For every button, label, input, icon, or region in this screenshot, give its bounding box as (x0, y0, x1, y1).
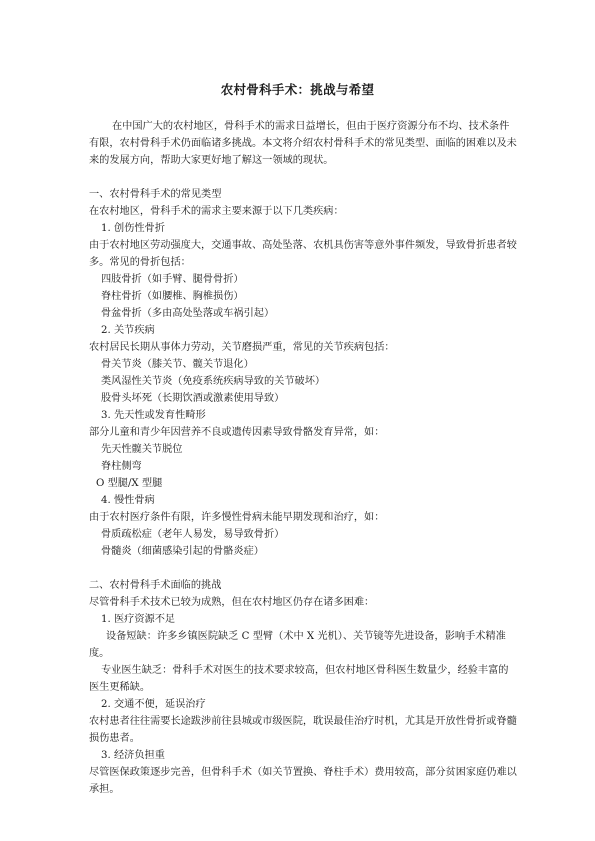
list-item-label: 1. 创伤性骨折 (101, 223, 165, 234)
intro-paragraph: 在中国广大的农村地区，骨科手术的需求日益增长，但由于医疗资源分布不均、技术条件有限，农村骨科手术仍面临诸多挑战。本文将介绍农村骨科手术的常见类型、面临的困难以及未来的发展方向，帮助大家更好地了解这一领域的现状。 (89, 121, 517, 166)
sub-item: 脊柱骨折（如腰椎、胸椎损伤） (101, 291, 244, 302)
sub-item: 先天性髋关节脱位 (101, 444, 183, 455)
list-item-label: 2. 交通不便，延误治疗 (101, 699, 206, 710)
list-item-desc: 由于农村地区劳动强度大，交通事故、高处坠落、农机具伤害等意外事件频发，导致骨折患者较多。常见的骨折包括： (89, 240, 517, 268)
list-item-desc: 由于农村医疗条件有限，许多慢性骨病未能早期发现和治疗，如： (89, 512, 385, 523)
list-item-label: 2. 关节疾病 (101, 325, 155, 336)
sub-item: 四肢骨折（如手臂、腿骨骨折） (101, 274, 244, 285)
sub-item: 骨质疏松症（老年人易发，易导致骨折） (101, 529, 285, 540)
sub-item: O 型腿/X 型腿 (96, 478, 163, 489)
sub-item: 脊柱侧弯 (101, 461, 142, 472)
sub-item: 骨盆骨折（多由高处坠落或车祸引起） (101, 308, 275, 319)
sub-item: 骨关节炎（膝关节、髋关节退化） (101, 359, 254, 370)
document-title: 农村骨科手术：挑战与希望 (220, 82, 375, 97)
sub-item: 类风湿性关节炎（免疫系统疾病导致的关节破坏） (101, 376, 326, 387)
section-lead: 在农村地区，骨科手术的需求主要来源于以下几类疾病： (89, 206, 344, 217)
section-heading: 一、农村骨科手术的常见类型 (89, 189, 222, 200)
list-item-paragraph: 尽管医保政策逐步完善，但骨科手术（如关节置换、脊柱手术）费用较高，部分贫困家庭仍难以承担。 (89, 767, 517, 795)
list-item-label: 1. 医疗资源不足 (101, 614, 176, 625)
list-item-desc: 农村居民长期从事体力劳动，关节磨损严重，常见的关节疾病包括： (89, 342, 395, 353)
sub-item: 股骨头坏死（长期饮酒或激素使用导致） (101, 393, 285, 404)
list-item-paragraph: 设备短缺：许多乡镇医院缺乏 C 型臂（术中 X 光机）、关节镜等先进设备，影响手术精准度。 (89, 631, 506, 659)
list-item-desc: 部分儿童和青少年因营养不良或遗传因素导致骨骼发育异常，如： (89, 427, 385, 438)
list-item-label: 3. 经济负担重 (101, 750, 165, 761)
document-body (89, 118, 517, 798)
section-lead: 尽管骨科手术技术已较为成熟，但在农村地区仍存在诸多困难： (89, 597, 375, 608)
list-item-label: 3. 先天性或发育性畸形 (101, 410, 206, 421)
section-heading: 二、农村骨科手术面临的挑战 (89, 580, 222, 591)
list-item-label: 4. 慢性骨病 (101, 495, 155, 506)
sub-item: 骨髓炎（细菌感染引起的骨骼炎症） (101, 546, 264, 557)
list-item-paragraph: 农村患者往往需要长途跋涉前往县城或市级医院，耽误最佳治疗时机，尤其是开放性骨折或脊髓损伤患者。 (89, 716, 517, 744)
list-item-paragraph: 专业医生缺乏：骨科手术对医生的技术要求较高，但农村地区骨科医生数量少，经验丰富的医生更稀缺。 (89, 665, 509, 693)
